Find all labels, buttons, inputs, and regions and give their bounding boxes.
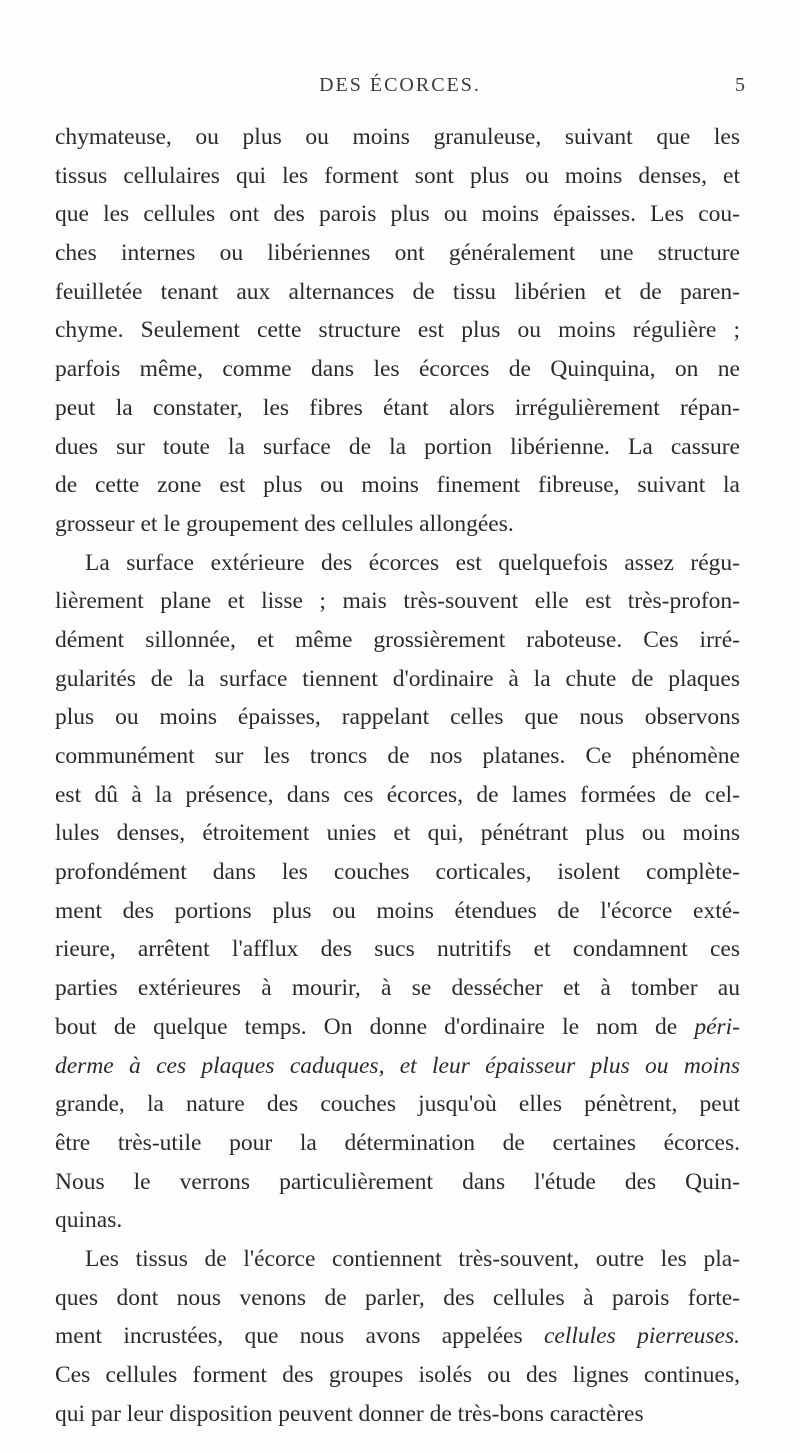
text-segment: ment incrustées, que nous avons appelées	[55, 1323, 523, 1350]
text-line: peut la constater, les fibres étant alors irrégulièrement répan-	[55, 394, 740, 421]
page-number: 5	[735, 74, 745, 96]
text-line: Nous le verrons particulièrement dans l'étude des Quin-	[55, 1168, 740, 1195]
text-line: communément sur les troncs de nos platanes. Ce phénomène	[55, 743, 740, 769]
text-line: plus ou moins épaisses, rappelant celles que nous observons	[55, 704, 740, 731]
text-line: chyme. Seulement cette structure est plus ou moins régulière ;	[55, 317, 740, 344]
italic-term: cellules pierreuses.	[543, 1323, 740, 1350]
text-line: lièrement plane et lisse ; mais très-souvent elle est très-profon-	[55, 588, 740, 615]
running-title: DES ÉCORCES.	[319, 74, 481, 96]
paragraph-start-line: Les tissus de l'écorce contiennent très-souvent, outre les pla-	[85, 1245, 740, 1272]
running-head	[0, 74, 800, 104]
text-line: parties extérieures à mourir, à se dessécher et à tomber au	[55, 975, 740, 1002]
text-segment: bout de quelque temps. On donne d'ordinaire le nom de	[55, 1013, 678, 1040]
paragraph-start-line: La surface extérieure des écorces est quelquefois assez régu-	[85, 549, 740, 576]
text-line: parfois même, comme dans les écorces de Quinquina, on ne	[55, 356, 740, 383]
text-line: ches internes ou libériennes ont généralement une structure	[55, 240, 740, 267]
text-line: quinas.	[55, 1207, 123, 1234]
text-line: dément sillonnée, et même grossièrement raboteuse. Ces irré-	[55, 626, 740, 653]
text-line-with-italic	[55, 1008, 740, 1047]
text-line: que les cellules ont des parois plus ou moins épaisses. Les cou-	[55, 201, 740, 228]
text-line: profondément dans les couches corticales, isolent complète-	[55, 859, 740, 886]
text-line: ques dont nous venons de parler, des cellules à parois forte-	[55, 1284, 740, 1311]
text-line: est dû à la présence, dans ces écorces, de lames formées de cel-	[55, 781, 740, 808]
text-line: dues sur toute la surface de la portion libérienne. La cassure	[55, 433, 740, 460]
text-line: grande, la nature des couches jusqu'où elles pénètrent, peut	[55, 1091, 740, 1118]
text-line-with-italic	[55, 1317, 740, 1356]
italic-term: derme à ces plaques caduques, et leur épaisseur plus ou moins	[55, 1052, 740, 1079]
text-line: être très-utile pour la détermination de certaines écorces.	[55, 1129, 740, 1156]
text-line-with-italic	[55, 1047, 740, 1086]
text-line: rieure, arrêtent l'afflux des sucs nutritifs et condamnent ces	[55, 936, 740, 963]
body-text	[55, 118, 740, 1433]
italic-term: péri-	[694, 1013, 740, 1040]
text-line: ment des portions plus ou moins étendues de l'écorce exté-	[55, 897, 740, 924]
text-line: gularités de la surface tiennent d'ordinaire à la chute de plaques	[55, 665, 740, 692]
text-line: grosseur et le groupement des cellules allongées.	[55, 510, 514, 537]
text-line: chymateuse, ou plus ou moins granuleuse, suivant que les	[55, 124, 740, 150]
text-line: de cette zone est plus ou moins finement fibreuse, suivant la	[55, 472, 740, 499]
text-line: Ces cellules forment des groupes isolés ou des lignes continues,	[55, 1362, 740, 1388]
text-line: qui par leur disposition peuvent donner de très-bons caractères	[55, 1400, 644, 1427]
text-line: lules denses, étroitement unies et qui, pénétrant plus ou moins	[55, 820, 740, 847]
text-line: feuilletée tenant aux alternances de tissu libérien et de paren-	[55, 278, 740, 305]
text-line: tissus cellulaires qui les forment sont plus ou moins denses, et	[55, 162, 740, 189]
